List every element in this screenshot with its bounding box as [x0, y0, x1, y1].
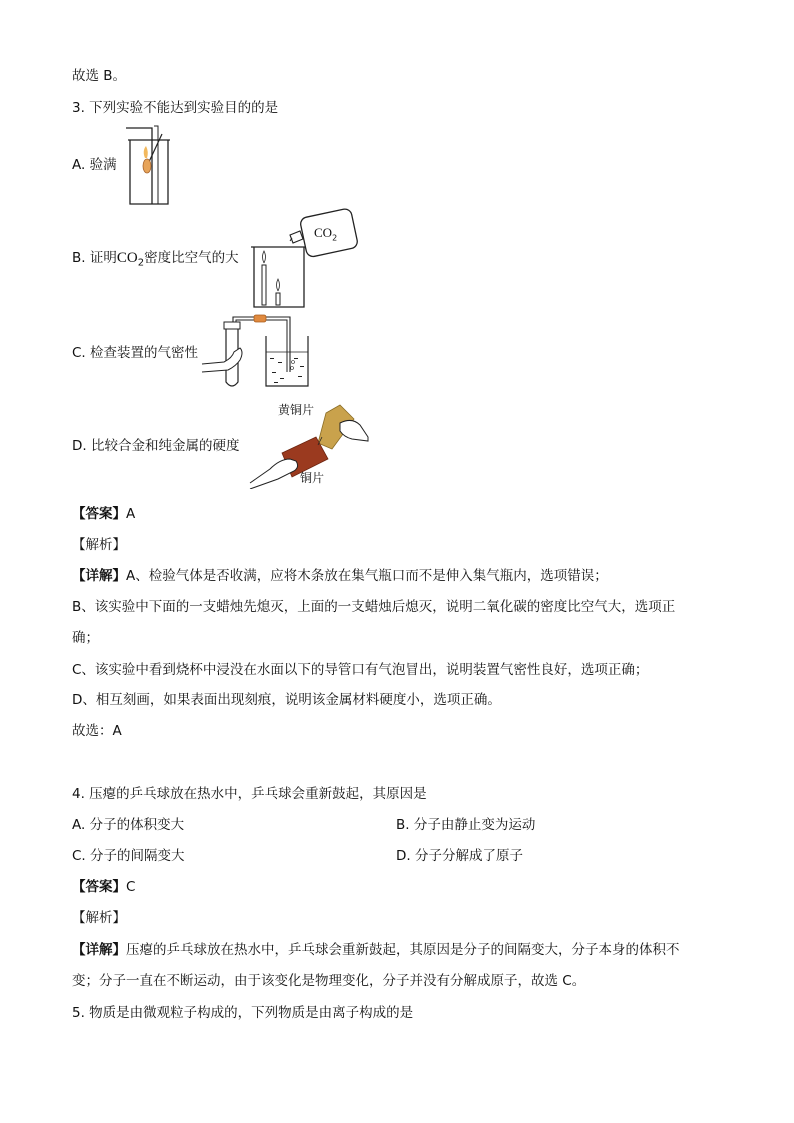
q3-analysis-label: 【解析】	[72, 537, 126, 553]
q3-conclusion: 故选：A	[72, 723, 122, 739]
q4-option-c: C. 分子的间隔变大	[72, 848, 185, 864]
figure-d-scratch-test	[248, 397, 372, 489]
q3-answer	[72, 504, 135, 524]
option-b-suffix: 密度比空气的大	[144, 250, 239, 266]
question-5-title: 5. 物质是由微观粒子构成的，下列物质是由离子构成的是	[72, 1005, 414, 1021]
option-b-co2-sub: 2	[137, 257, 145, 269]
q4-option-b: B. 分子由静止变为运动	[396, 817, 536, 833]
detail-text: A、检验气体是否收满，应将木条放在集气瓶口而不是伸入集气瓶内，选项错误；	[126, 568, 608, 584]
q3-detail-4: C、该实验中看到烧杯中浸没在水面以下的导管口有气泡冒出，说明装置气密性良好，选项正确；	[72, 662, 649, 678]
co2-bottle-label	[314, 225, 337, 242]
figure-a-gas-bottle	[118, 124, 180, 208]
option-c: C. 检查装置的气密性	[72, 345, 199, 361]
answer-value: C	[126, 879, 136, 895]
figure-b-co2-beaker	[248, 205, 358, 311]
copper-label: 铜片	[300, 471, 325, 485]
question-4-title: 4. 压瘪的乒乓球放在热水中，乒乓球会重新鼓起，其原因是	[72, 786, 427, 802]
option-b	[72, 248, 239, 274]
q4-detail-2: 变；分子一直在不断运动，由于该变化是物理变化，分子并没有分解成原子，故选 C。	[72, 973, 586, 989]
q4-detail-1	[72, 940, 680, 960]
option-d: D. 比较合金和纯金属的硬度	[72, 438, 240, 454]
q4-option-a: A. 分子的体积变大	[72, 817, 185, 833]
figure-c-airtightness	[200, 312, 312, 392]
option-b-co2: CO	[116, 250, 138, 266]
q4-analysis-label: 【解析】	[72, 910, 126, 926]
previous-conclusion: 故选 B。	[72, 68, 127, 84]
option-b-prefix: B. 证明	[72, 250, 117, 266]
co2-label: CO	[314, 225, 333, 240]
q3-detail-5: D、相互刻画，如果表面出现刻痕，说明该金属材料硬度小，选项正确。	[72, 692, 501, 708]
q3-detail-3: 确；	[72, 630, 99, 646]
q3-detail-1	[72, 566, 608, 586]
brass-label: 黄铜片	[278, 403, 315, 417]
answer-label: 【答案】	[72, 506, 126, 522]
q3-detail-2: B、该实验中下面的一支蜡烛先熄灭，上面的一支蜡烛后熄灭，说明二氧化碳的密度比空气大，选项正	[72, 599, 676, 615]
q4-answer	[72, 877, 135, 897]
detail-label: 【详解】	[72, 568, 126, 584]
detail-label: 【详解】	[72, 942, 126, 958]
answer-value: A	[126, 506, 136, 522]
q4-option-d: D. 分子分解成了原子	[396, 848, 523, 864]
option-a: A. 验满	[72, 157, 117, 173]
co2-label-sub: 2	[332, 233, 338, 243]
answer-label: 【答案】	[72, 879, 126, 895]
detail-text: 压瘪的乒乓球放在热水中，乒乓球会重新鼓起，其原因是分子的间隔变大，分子本身的体积不	[126, 942, 680, 958]
question-3-title: 3. 下列实验不能达到实验目的的是	[72, 100, 279, 116]
